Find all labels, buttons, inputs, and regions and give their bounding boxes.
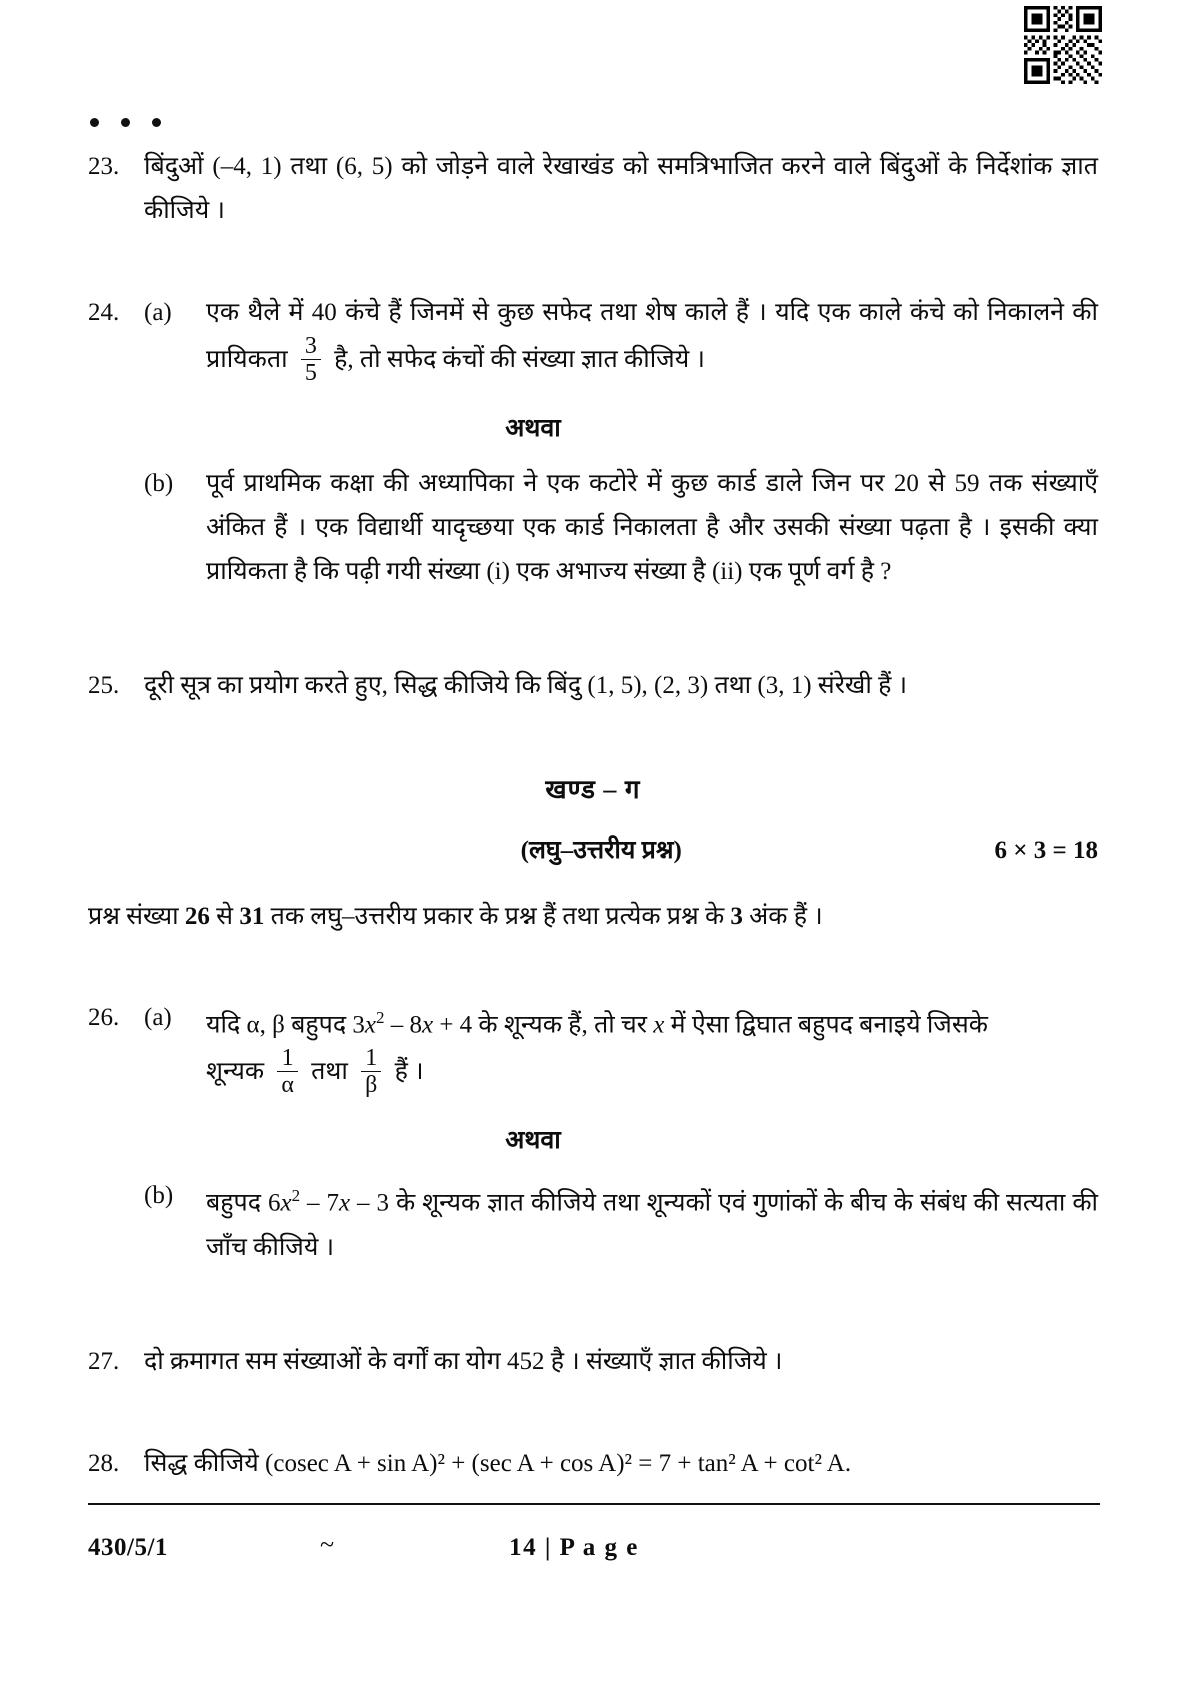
q26a-part2: – 8 bbox=[384, 1011, 422, 1039]
fraction-3-5 bbox=[301, 333, 321, 386]
fraction-denominator: α bbox=[277, 1071, 298, 1098]
fraction-numerator: 1 bbox=[281, 1045, 294, 1072]
question-text: पूर्व प्राथमिक कक्षा की अध्यापिका ने एक कटोरे में कुछ कार्ड डाले जिन पर 20 से 59 तक संख्याएँ अंकित हैं । एक विद्यार्थी यादृच्छया एक कार्ड निकालता है और उसकी संख्या पढ़ता है । इसकी क्या प्रायिकता है कि पढ़ी गयी संख्या (i) एक अभाज्य संख्या है (ii) एक पूर्ण वर्ग है ? bbox=[206, 470, 1098, 585]
alternative-label: अथवा bbox=[505, 1127, 561, 1155]
section-note-p1: प्रश्न संख्या bbox=[88, 903, 185, 930]
question-sublabel: (a) bbox=[144, 299, 172, 326]
dot-icon bbox=[121, 118, 130, 127]
question-text: बिंदुओं (–4, 1) तथा (6, 5) को जोड़ने वाले रेखाखंड को समत्रिभाजित करने वाले बिंदुओं के निर्देशांक ज्ञात कीजिये । bbox=[144, 153, 1098, 224]
alternative-label: अथवा bbox=[505, 415, 561, 442]
variable-x: x bbox=[421, 1011, 434, 1039]
section-subtitle: (लघु–उत्तरीय प्रश्न) bbox=[520, 837, 682, 864]
q26b-part1: बहुपद 6 bbox=[206, 1189, 281, 1217]
question-sublabel: (a) bbox=[144, 1004, 172, 1031]
question-number: 24. bbox=[88, 299, 120, 326]
section-note-b2: 31 bbox=[239, 903, 265, 930]
tilde-mark: ~ bbox=[320, 1530, 335, 1559]
section-marks: 6 × 3 = 18 bbox=[994, 837, 1098, 864]
section-subtitle-row bbox=[88, 832, 1098, 866]
question-23 bbox=[88, 145, 1098, 233]
question-number: 25. bbox=[88, 672, 120, 699]
question-sublabel: (b) bbox=[144, 1182, 174, 1210]
exponent-2: 2 bbox=[291, 1186, 301, 1206]
question-25 bbox=[88, 664, 1098, 708]
q26a-line2-part3: हैं । bbox=[394, 1058, 424, 1086]
q26b-part3: – 3 के शून्यक ज्ञात कीजिये तथा शून्यकों एवं गुणांकों के बीच के संबंध की सत्यता की जाँच कीजिये । bbox=[206, 1189, 1099, 1261]
variable-x: x bbox=[364, 1011, 376, 1039]
qr-code bbox=[1024, 6, 1102, 84]
section-note-p2: से bbox=[209, 903, 240, 930]
question-text-after: है, तो सफेद कंचों की संख्या ज्ञात कीजिये । bbox=[334, 346, 705, 374]
question-text bbox=[206, 996, 1098, 1100]
variable-x: x bbox=[653, 1011, 665, 1039]
page-footer bbox=[88, 1516, 1100, 1606]
fraction-numerator: 3 bbox=[304, 333, 317, 359]
question-26b bbox=[88, 1174, 1098, 1269]
question-text: सिद्ध कीजिये (cosec A + sin A)² + (sec A + cos A)² = 7 + tan² A + cot² A. bbox=[144, 1449, 852, 1477]
q26a-line2-part2: तथा bbox=[311, 1058, 348, 1086]
qr-code-icon bbox=[1024, 6, 1102, 84]
variable-x: x bbox=[280, 1189, 292, 1217]
section-title: खण्ड – ग bbox=[545, 775, 641, 804]
question-text: दूरी सूत्र का प्रयोग करते हुए, सिद्ध कीजिये कि बिंदु (1, 5), (2, 3) तथा (3, 1) संरेखी हैं । bbox=[144, 672, 908, 699]
question-28 bbox=[88, 1442, 1098, 1486]
q26a-part3: + 4 के शून्यक हैं, तो चर bbox=[433, 1011, 654, 1039]
page-number: 14 | P a g e bbox=[509, 1534, 639, 1561]
variable-x: x bbox=[339, 1189, 351, 1217]
section-note-p3: तक लघु–उत्तरीय प्रकार के प्रश्न हैं तथा प्रत्येक प्रश्न के bbox=[264, 903, 731, 930]
question-text-before: एक थैले में 40 कंचे हैं जिनमें से कुछ सफेद तथा शेष काले हैं । यदि एक काले कंचे को निकालने की प्रायिकता bbox=[206, 299, 1098, 374]
footer-divider bbox=[88, 1503, 1100, 1505]
question-24b bbox=[88, 462, 1098, 594]
exponent-2: 2 bbox=[375, 1008, 385, 1027]
question-number: 28. bbox=[88, 1449, 120, 1477]
q26b-part2: – 7 bbox=[300, 1189, 339, 1217]
fraction-numerator: 1 bbox=[365, 1045, 378, 1072]
page-content bbox=[88, 118, 1098, 1486]
question-sublabel: (b) bbox=[144, 470, 174, 497]
q26a-part4: में ऐसा द्विघात बहुपद बनाइये जिसके bbox=[664, 1011, 988, 1039]
fraction-denominator: 5 bbox=[301, 359, 321, 386]
continuation-dots bbox=[90, 118, 1098, 127]
question-24a bbox=[88, 291, 1098, 388]
section-note-b1: 26 bbox=[184, 903, 210, 930]
dot-icon bbox=[152, 118, 161, 127]
section-note-p4: अंक हैं । bbox=[742, 903, 823, 930]
fraction-1-beta bbox=[361, 1045, 381, 1098]
fraction-denominator: β bbox=[361, 1071, 381, 1098]
question-26a bbox=[88, 996, 1098, 1100]
question-27 bbox=[88, 1340, 1098, 1384]
question-text: दो क्रमागत सम संख्याओं के वर्गों का योग 452 है । संख्याएँ ज्ञात कीजिये । bbox=[144, 1347, 783, 1375]
q26a-line2-part1: शून्यक bbox=[206, 1058, 265, 1086]
paper-code: 430/5/1 bbox=[88, 1534, 168, 1561]
question-number: 23. bbox=[88, 153, 120, 180]
q26a-part1: यदि α, β बहुपद 3 bbox=[206, 1011, 365, 1039]
question-text bbox=[206, 1174, 1098, 1269]
question-number: 26. bbox=[88, 1004, 120, 1031]
section-note-b3: 3 bbox=[730, 903, 743, 930]
question-text bbox=[206, 291, 1098, 388]
question-number: 27. bbox=[88, 1347, 120, 1375]
section-note bbox=[88, 896, 1098, 938]
dot-icon bbox=[90, 118, 99, 127]
fraction-1-alpha bbox=[277, 1045, 298, 1098]
